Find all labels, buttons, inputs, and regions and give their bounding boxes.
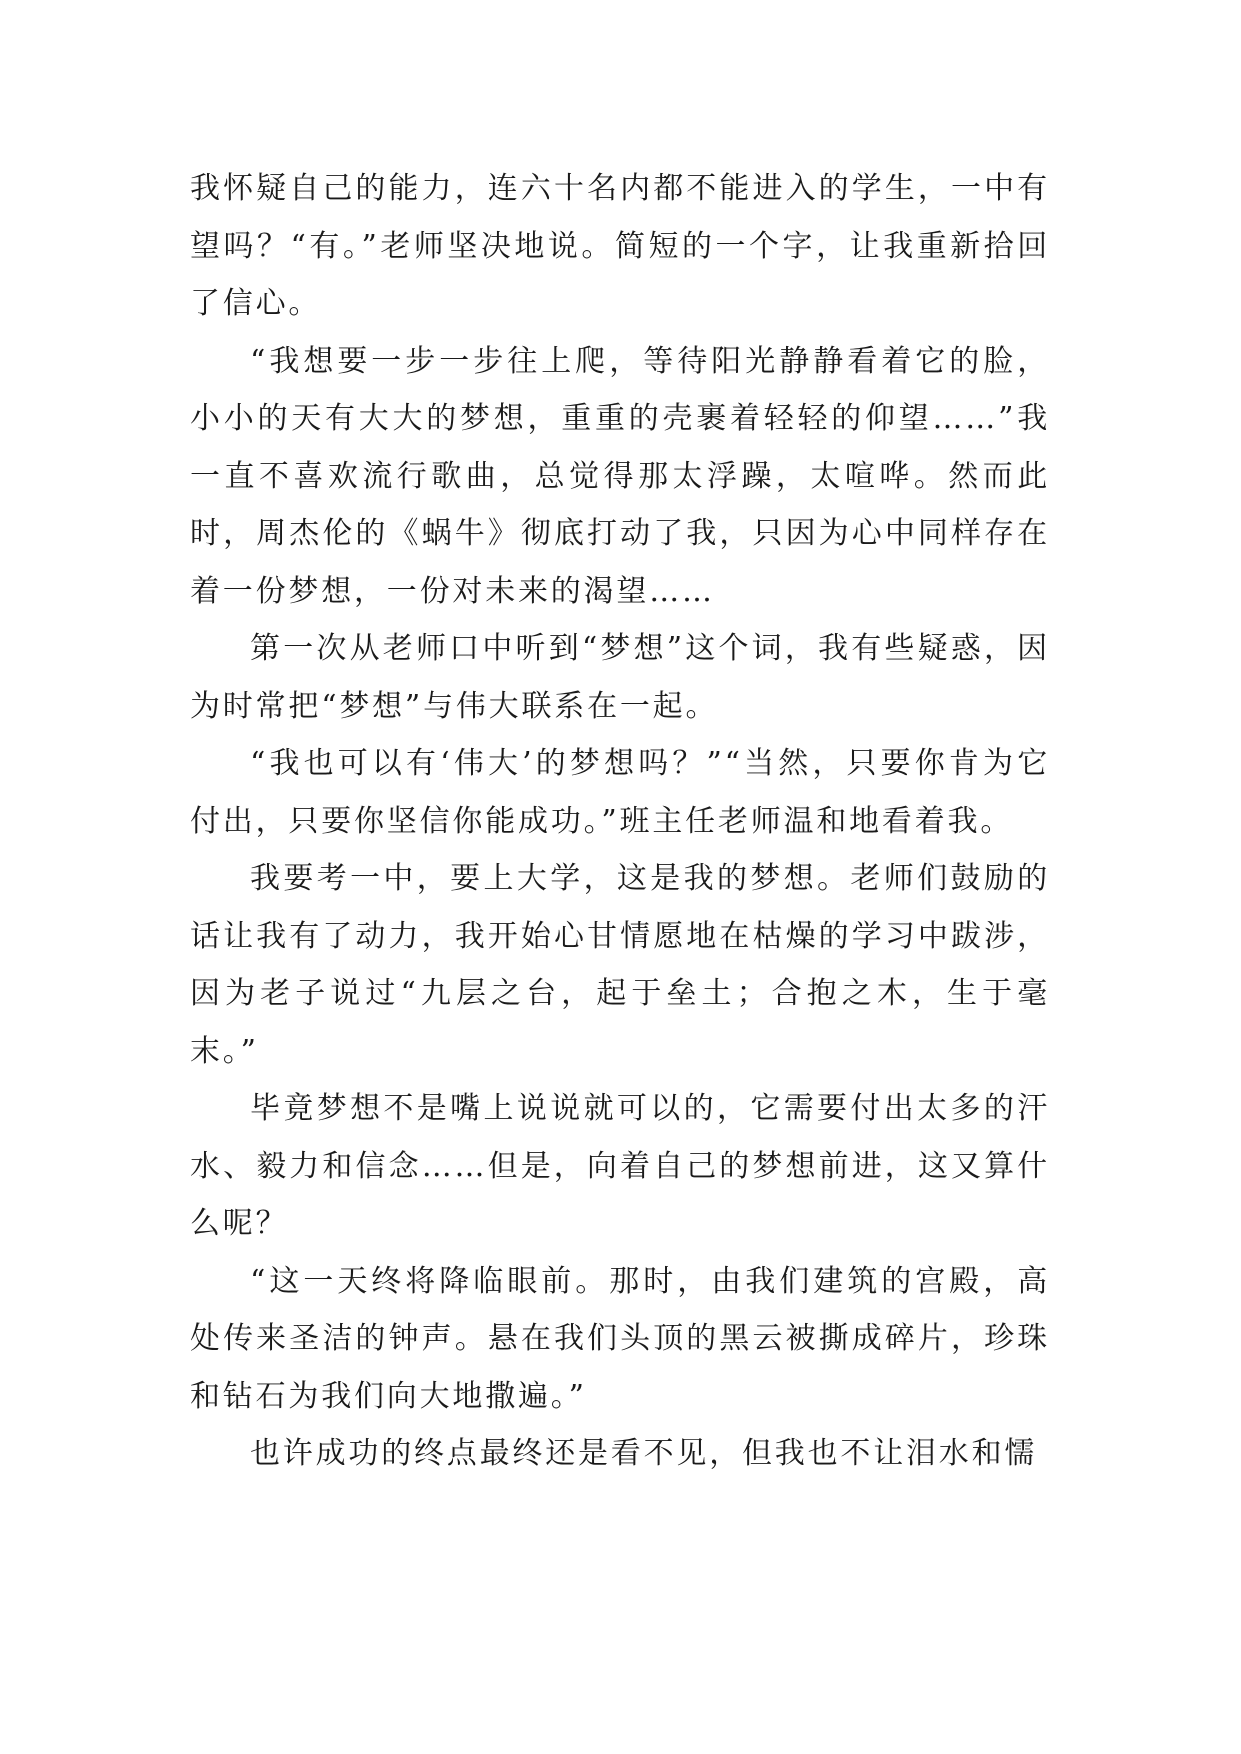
paragraph-1: 我怀疑自己的能力，连六十名内都不能进入的学生，一中有望吗？“有。”老师坚决地说。简短的一个字，让我重新拾回了信心。 — [190, 171, 1050, 321]
paragraph-4: “我也可以有‘伟大’的梦想吗？”“当然，只要你肯为它付出，只要你坚信你能成功。”班主任老师温和地看着我。 — [190, 746, 1050, 839]
paragraph-6: 毕竟梦想不是嘴上说说就可以的，它需要付出太多的汗水、毅力和信念……但是，向着自己的梦想前进，这又算什么呢？ — [190, 1091, 1050, 1241]
paragraph-7: “这一天终将降临眼前。那时，由我们建筑的宫殿，高处传来圣洁的钟声。悬在我们头顶的黑云被撕成碎片，珍珠和钻石为我们向大地撒遍。” — [190, 1263, 1050, 1414]
paragraph-5: 我要考一中，要上大学，这是我的梦想。老师们鼓励的话让我有了动力，我开始心甘情愿地在枯燥的学习中跋涉，因为老子说过“九层之台，起于垒土；合抱之木，生于毫末。” — [190, 861, 1050, 1069]
paragraph-2: “我想要一步一步往上爬，等待阳光静静看着它的脸，小小的天有大大的梦想，重重的壳裹着轻轻的仰望……”我一直不喜欢流行歌曲，总觉得那太浮躁，太喧哗。然而此时，周杰伦的《蜗牛》彻底打动了我，只因为心中同样存在着一份梦想，一份对未来的渴望…… — [190, 343, 1050, 609]
body-text — [190, 160, 1050, 1483]
paragraph-8: 也许成功的终点最终还是看不见，但我也不让泪水和懦 — [250, 1436, 1038, 1471]
paragraph-3: 第一次从老师口中听到“梦想”这个词，我有些疑惑，因为时常把“梦想”与伟大联系在一起。 — [190, 631, 1050, 724]
